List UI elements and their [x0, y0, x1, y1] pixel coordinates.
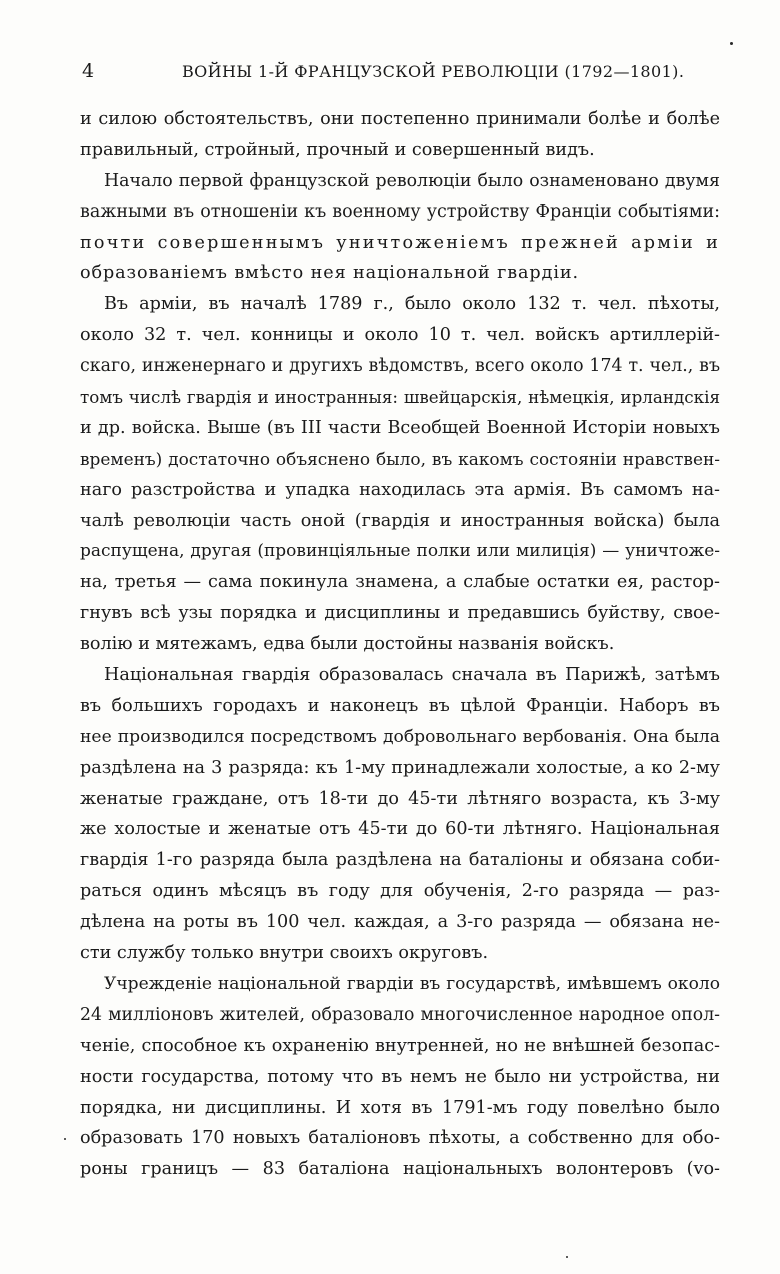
scan-speck: [64, 1138, 66, 1140]
text-line: гнувъ всѣ узы порядка и дисциплины и предавшись буйству, свое-: [80, 603, 720, 624]
text-line: распущена, другая (провинціяльные полки или милиція) — уничтоже-: [80, 541, 720, 562]
text-line: сти службу только внутри своихъ округовъ.: [80, 943, 489, 964]
text-line: временъ) достаточно объяснено было, въ какомъ состояніи нравствен-: [80, 448, 720, 469]
text-line: около 32 т. чел. конницы и около 10 т. чел. войскъ артиллерій-: [80, 325, 720, 346]
text-line: и силою обстоятельствъ, они постепенно принимали болѣе и болѣе: [80, 109, 720, 129]
text-line: 24 милліоновъ жителей, образовало многочисленное народное опол-: [80, 1004, 720, 1025]
text-line: нее производился посредствомъ добровольнаго вербованія. Она была: [80, 726, 720, 747]
text-line: скаго, инженернаго и другихъ вѣдомствъ, всего около 174 т. чел., въ: [80, 356, 720, 377]
text-line: Учрежденіе національной гвардіи въ государствѣ, имѣвшемъ около: [104, 973, 720, 994]
text-line: на, третья — сама покинула знамена, а слабые остатки ея, растор-: [80, 572, 720, 593]
text-line: наго разстройства и упадка находилась эта армія. Въ самомъ на-: [80, 479, 720, 500]
text-line: образовать 170 новыхъ баталіоновъ пѣхоты, а собственно для обо-: [80, 1128, 720, 1149]
text-line: чалѣ революціи часть оной (гвардія и иностранныя войска) была: [80, 510, 720, 531]
text-line: же холостые и женатые отъ 45-ти до 60-ти лѣтняго. Національная: [80, 819, 720, 840]
scan-speck: [566, 1256, 568, 1258]
text-line: волію и мятежамъ, едва были достойны названія войскъ.: [80, 634, 615, 655]
scan-speck: [730, 42, 733, 45]
text-line: и др. войска. Выше (въ III части Всеобщей Военной Исторіи новыхъ: [80, 417, 720, 438]
text-line: женатые граждане, отъ 18-ти до 45-ти лѣтняго возраста, къ 3-му: [80, 788, 720, 809]
text-line: раздѣлена на 3 разряда: къ 1-му принадлежали холостые, а ко 2-му: [80, 757, 720, 778]
text-line: Въ арміи, въ началѣ 1789 г., было около 132 т. чел. пѣхоты,: [104, 294, 720, 315]
text-line: почти совершеннымъ уничтоженіемъ прежней арміи и: [80, 232, 720, 253]
text-line: томъ числѣ гвардія и иностранныя: швейцарскія, нѣмецкія, ирландскія: [80, 387, 720, 408]
text-line: правильный, стройный, прочный и совершенный видъ.: [80, 139, 595, 160]
text-line: въ большихъ городахъ и наконецъ въ цѣлой Франціи. Наборъ въ: [80, 695, 720, 716]
text-line: порядка, ни дисциплины. И хотя въ 1791-мъ году повелѣно было: [80, 1097, 720, 1118]
text-line: Національная гвардія образовалась сначала въ Парижѣ, затѣмъ: [104, 665, 720, 686]
text-line: важными въ отношеніи къ военному устройству Франціи событіями:: [80, 201, 720, 222]
text-line: гвардія 1-го разряда была раздѣлена на баталіоны и обязана соби-: [80, 850, 720, 871]
text-line: ности государства, потому что въ немъ не было ни устройства, ни: [80, 1066, 720, 1087]
text-line: ченіе, способное къ охраненію внутренней, но не внѣшней безопас-: [80, 1035, 720, 1056]
page-number: 4: [82, 60, 95, 82]
text-line: роны границъ — 83 баталіона національныхъ волонтеровъ (vo-: [80, 1159, 720, 1180]
text-line: дѣлена на роты въ 100 чел. каждая, а 3-го разряда — обязана не-: [80, 912, 720, 933]
text-line: образованіемъ вмѣсто нея національной гвардіи.: [80, 263, 579, 284]
page-header: [82, 60, 722, 90]
text-line: Начало первой французской революціи было ознаменовано двумя: [104, 170, 720, 191]
body-text: [80, 104, 720, 1185]
running-title: ВОЙНЫ 1-Й ФРАНЦУЗСКОЙ РЕВОЛЮЦІИ (1792—1801).: [182, 62, 685, 81]
text-line: раться одинъ мѣсяцъ въ году для обученія, 2-го разряда — раз-: [80, 881, 720, 902]
